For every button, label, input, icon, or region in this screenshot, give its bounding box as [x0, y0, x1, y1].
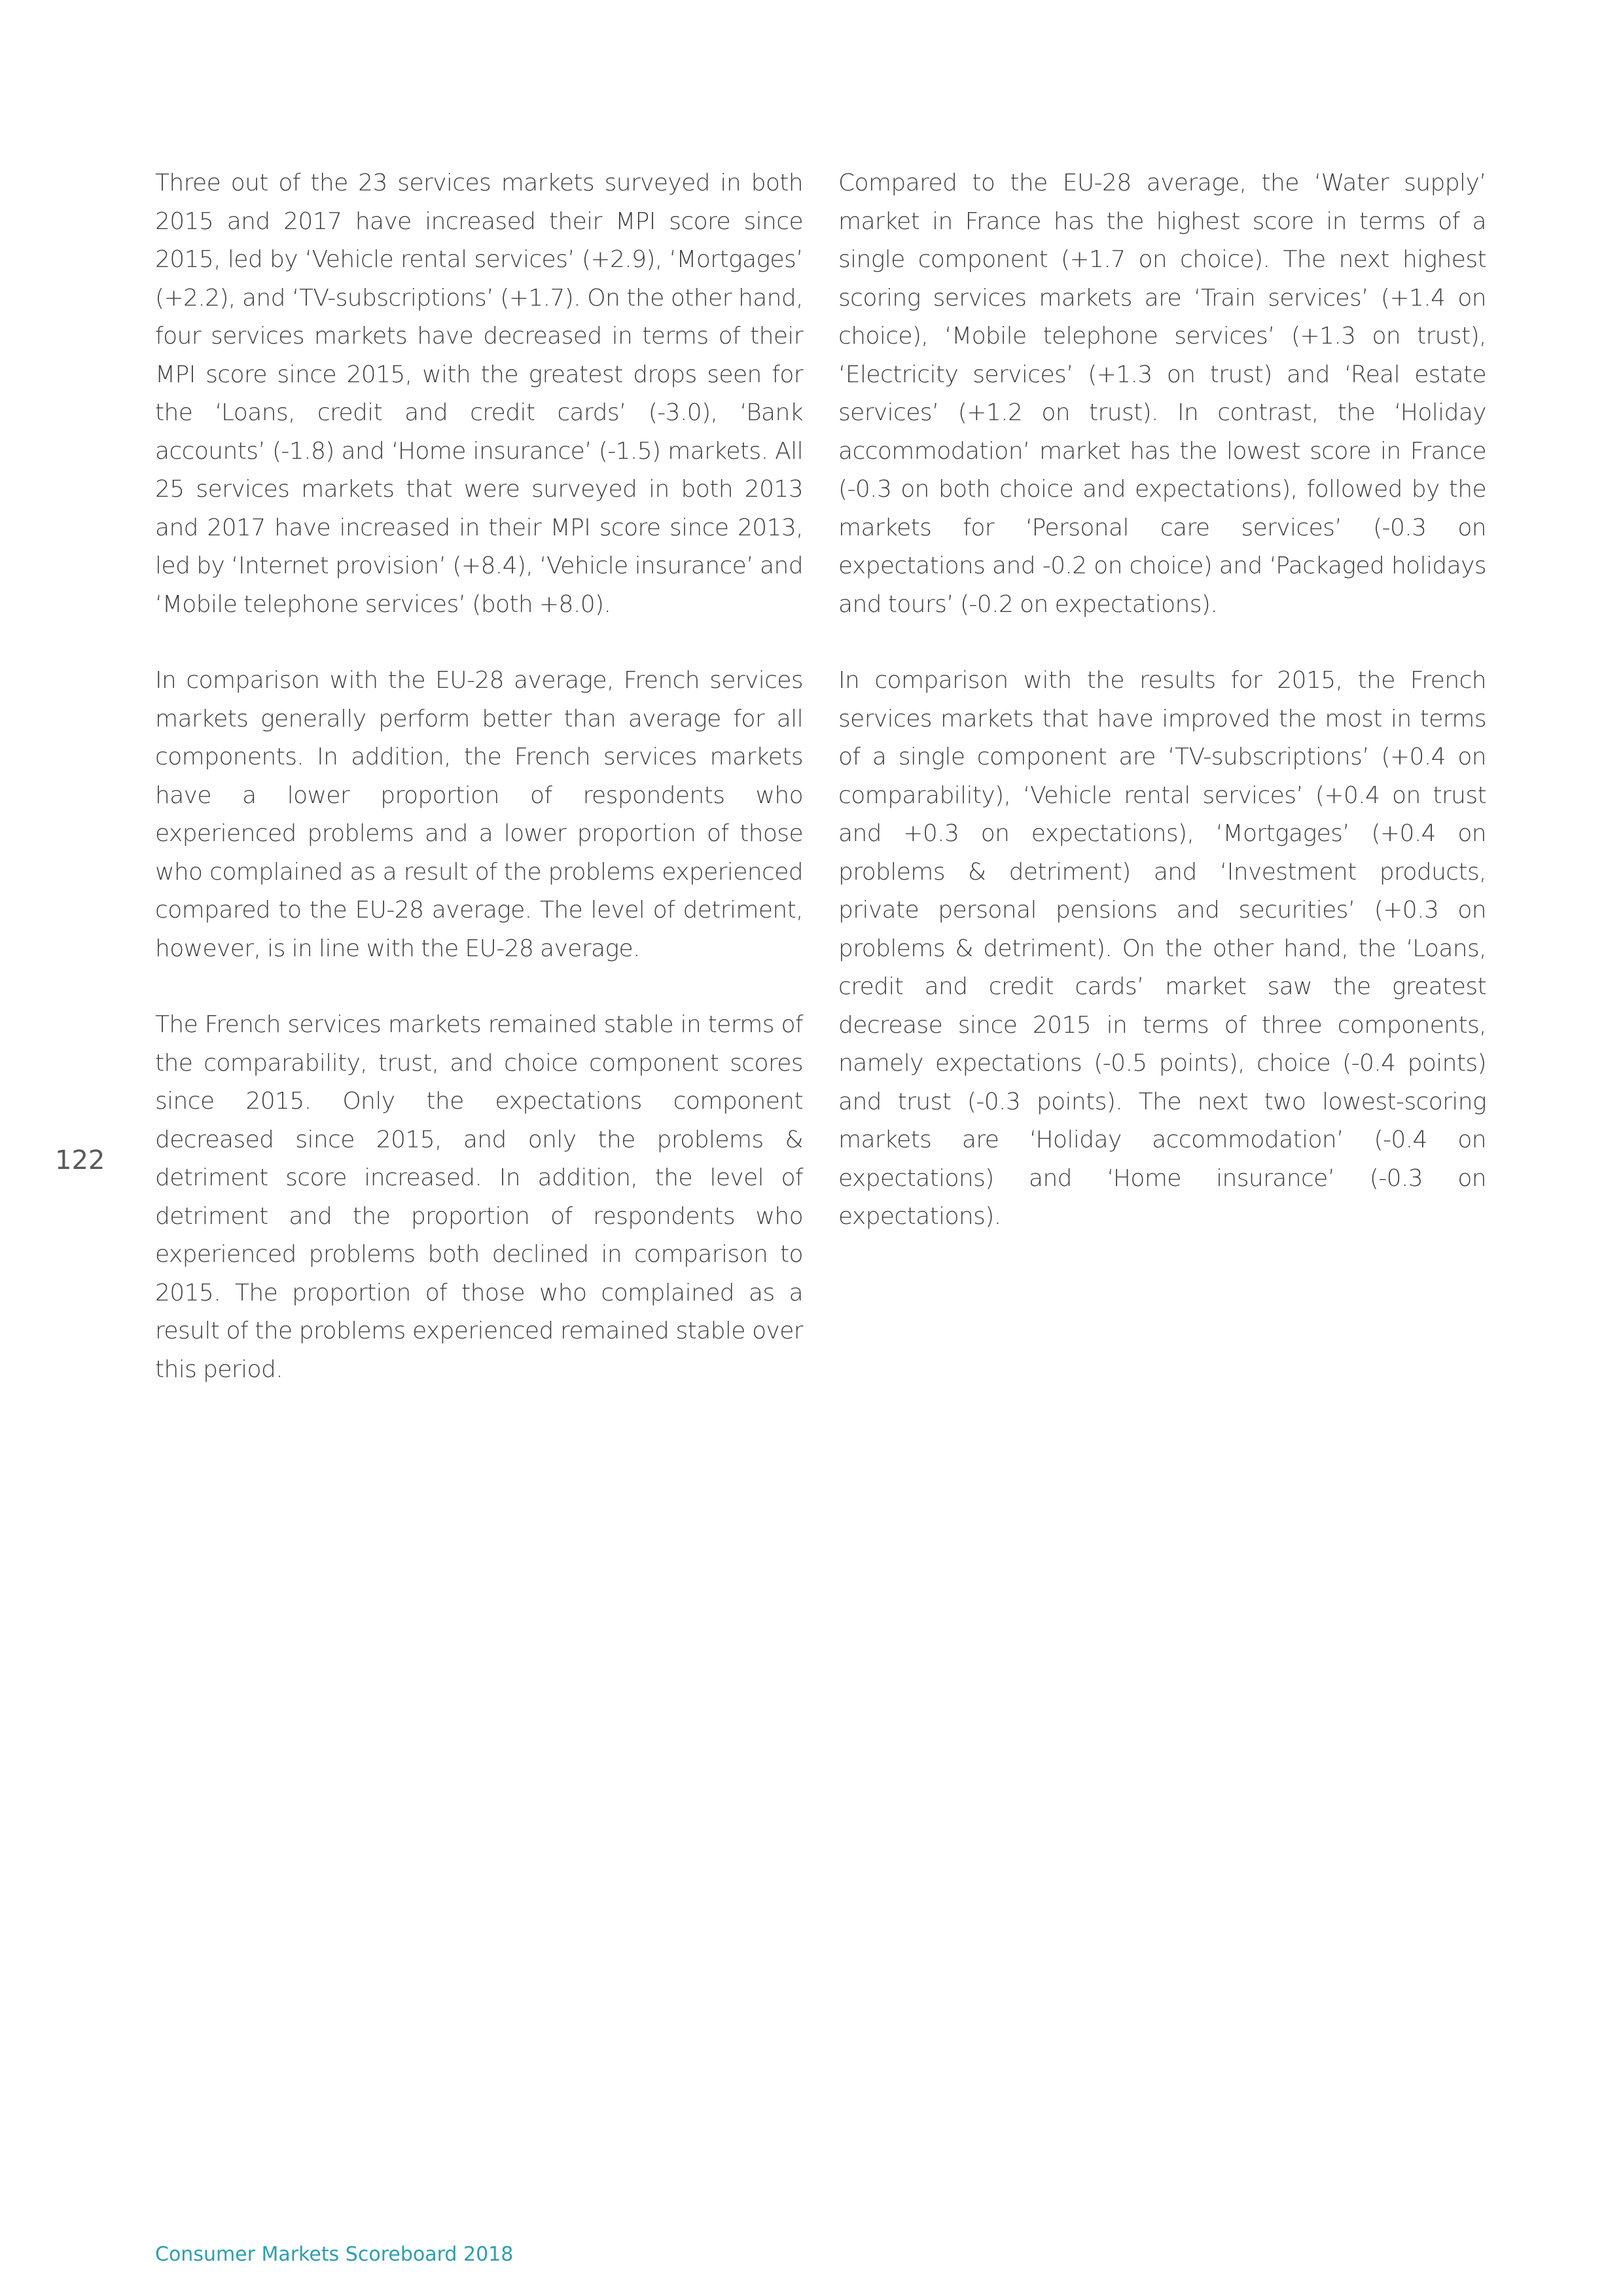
page-number: 122: [55, 1145, 105, 1175]
paragraph: Three out of the 23 services markets surveyed in both 2015 and 2017 have increased their MPI score since 2015, led by ‘Vehicle rental services’ (+2.9), ‘Mortgages’ (+2.2), and ‘TV-subscriptions’ (+1.7). On the other hand, four services markets have decreased in terms of their MPI score since 2015, with the greatest drops seen for the ‘Loans, credit and credit cards’ (-3.0), ‘Bank accounts’ (-1.8) and ‘Home insurance’ (-1.5) markets. All 25 services markets that were surveyed in both 2013 and 2017 have increased in their MPI score since 2013, led by ‘Internet provision’ (+8.4), ‘Vehicle insurance’ and ‘Mobile telephone services’ (both +8.0).: [155, 170, 803, 618]
paragraph: The French services markets remained stable in terms of the comparability, trust, and choice component scores since 2015. Only the expectations component decreased since 2015, and only the problems & detriment score increased. In addition, the level of detriment and the proportion of respondents who experienced problems both declined in comparison to 2015. The proportion of those who complained as a result of the problems experienced remained stable over this period.: [155, 1011, 803, 1383]
left-text-column: [155, 164, 803, 1427]
paragraph: In comparison with the results for 2015, the French services markets that have improved the most in terms of a single component are ‘TV-subscriptions’ (+0.4 on comparability), ‘Vehicle rental services’ (+0.4 on trust and +0.3 on expectations), ‘Mortgages’ (+0.4 on problems & detriment) and ‘Investment products, private personal pensions and securities’ (+0.3 on problems & detriment). On the other hand, the ‘Loans, credit and credit cards’ market saw the greatest decrease since 2015 in terms of three components, namely expectations (-0.5 points), choice (-0.4 points) and trust (-0.3 points). The next two lowest-scoring markets are ‘Holiday accommodation’ (-0.4 on expectations) and ‘Home insurance’ (-0.3 on expectations).: [838, 667, 1486, 1230]
paragraph: In comparison with the EU-28 average, French services markets generally perform better than average for all components. In addition, the French services markets have a lower proportion of respondents who experienced problems and a lower proportion of those who complained as a result of the problems experienced compared to the EU-28 average. The level of detriment, however, is in line with the EU-28 average.: [155, 667, 803, 962]
paragraph: Compared to the EU-28 average, the ‘Water supply’ market in France has the highest score in terms of a single component (+1.7 on choice). The next highest scoring services markets are ‘Train services’ (+1.4 on choice), ‘Mobile telephone services’ (+1.3 on trust), ‘Electricity services’ (+1.3 on trust) and ‘Real estate services’ (+1.2 on trust). In contrast, the ‘Holiday accommodation’ market has the lowest score in France (-0.3 on both choice and expectations), followed by the markets for ‘Personal care services’ (-0.3 on expectations and -0.2 on choice) and ‘Packaged holidays and tours’ (-0.2 on expectations).: [838, 170, 1486, 618]
footer-publication-title: Consumer Markets Scoreboard 2018: [155, 2243, 514, 2266]
right-text-column: [838, 164, 1486, 1274]
